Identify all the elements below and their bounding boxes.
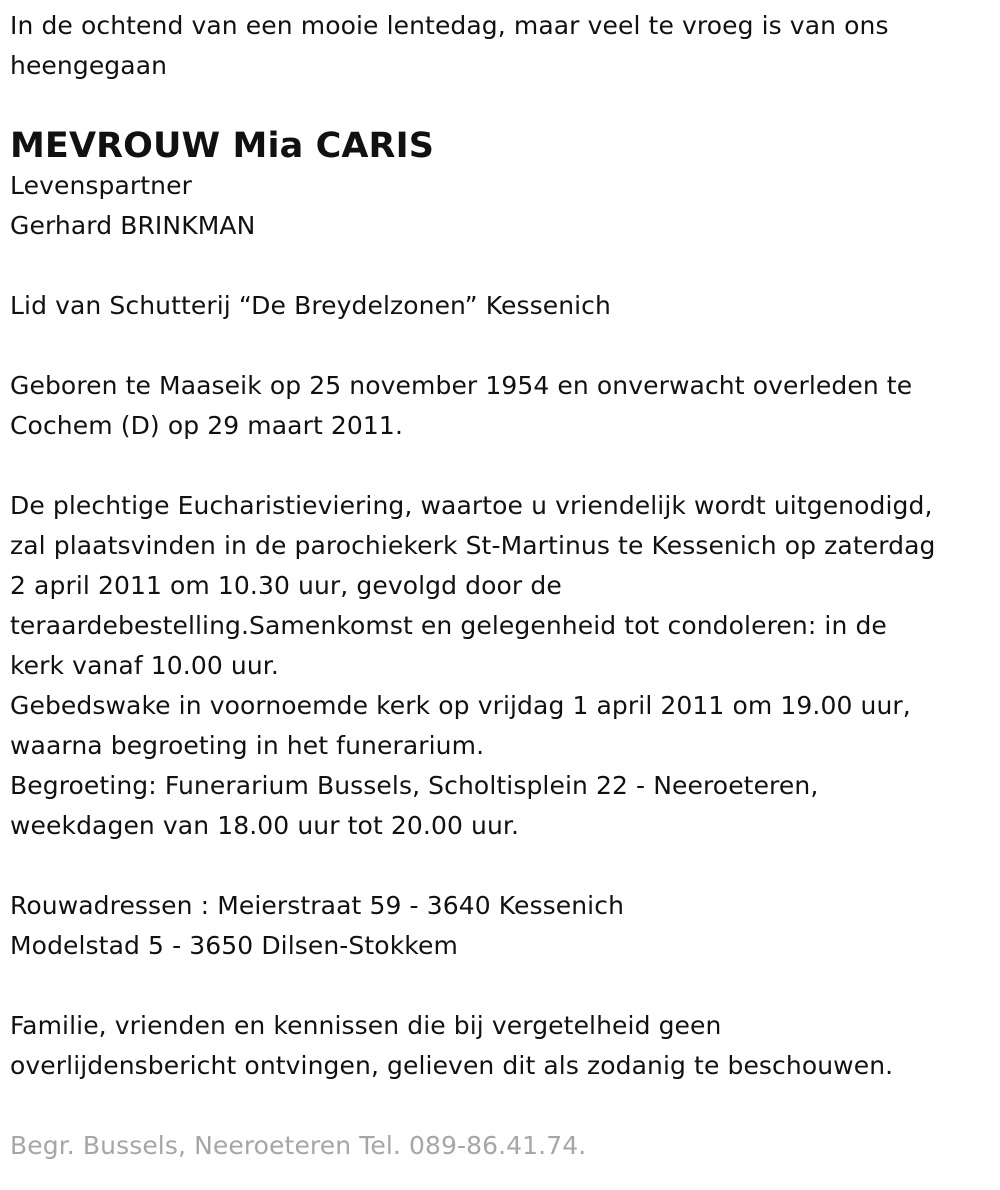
ceremony-line: Gebedswake in voornoemde kerk op vrijdag 1 april 2011 om 19.00 uur,: [10, 691, 911, 720]
partner-block: [10, 166, 992, 246]
deceased-name: MEVROUW Mia CARIS: [10, 126, 435, 166]
ceremony-line: waarna begroeting in het funerarium.: [10, 731, 485, 760]
intro-line: In de ochtend van een mooie lentedag, maar veel te vroeg is van ons: [10, 11, 889, 40]
birth-death-paragraph: [10, 366, 992, 446]
addresses-paragraph: [10, 886, 992, 966]
spacer: [10, 326, 992, 366]
ceremony-line: kerk vanaf 10.00 uur.: [10, 651, 279, 680]
ceremony-line: 2 april 2011 om 10.30 uur, gevolgd door de: [10, 571, 562, 600]
obituary-document: [10, 6, 992, 1166]
birth-death-line: Cochem (D) op 29 maart 2011.: [10, 411, 403, 440]
spacer: [10, 446, 992, 486]
ceremony-line: teraardebestelling.Samenkomst en gelegenheid tot condoleren: in de: [10, 611, 887, 640]
ceremony-line: zal plaatsvinden in de parochiekerk St-Martinus te Kessenich op zaterdag: [10, 531, 936, 560]
ceremony-line: De plechtige Eucharistieviering, waartoe u vriendelijk wordt uitgenodigd,: [10, 491, 933, 520]
intro-line: heengegaan: [10, 51, 168, 80]
partner-name: Gerhard BRINKMAN: [10, 211, 256, 240]
ceremony-line: Begroeting: Funerarium Bussels, Scholtisplein 22 - Neeroeteren,: [10, 771, 819, 800]
spacer: [10, 246, 992, 286]
address-line: Rouwadressen : Meierstraat 59 - 3640 Kessenich: [10, 891, 625, 920]
funeral-home-footer: Begr. Bussels, Neeroeteren Tel. 089-86.41.74.: [10, 1131, 587, 1160]
ceremony-line: weekdagen van 18.00 uur tot 20.00 uur.: [10, 811, 520, 840]
intro-paragraph: [10, 6, 992, 86]
spacer: [10, 846, 992, 886]
spacer: [10, 1086, 992, 1126]
ceremony-paragraph: [10, 486, 992, 846]
address-line: Modelstad 5 - 3650 Dilsen-Stokkem: [10, 931, 458, 960]
notice-line: overlijdensbericht ontvingen, gelieven dit als zodanig te beschouwen.: [10, 1051, 894, 1080]
spacer: [10, 966, 992, 1006]
notice-paragraph: [10, 1006, 992, 1086]
partner-label: Levenspartner: [10, 171, 192, 200]
birth-death-line: Geboren te Maaseik op 25 november 1954 en onverwacht overleden te: [10, 371, 913, 400]
membership-line: Lid van Schutterij “De Breydelzonen” Kessenich: [10, 291, 611, 320]
notice-line: Familie, vrienden en kennissen die bij vergetelheid geen: [10, 1011, 722, 1040]
